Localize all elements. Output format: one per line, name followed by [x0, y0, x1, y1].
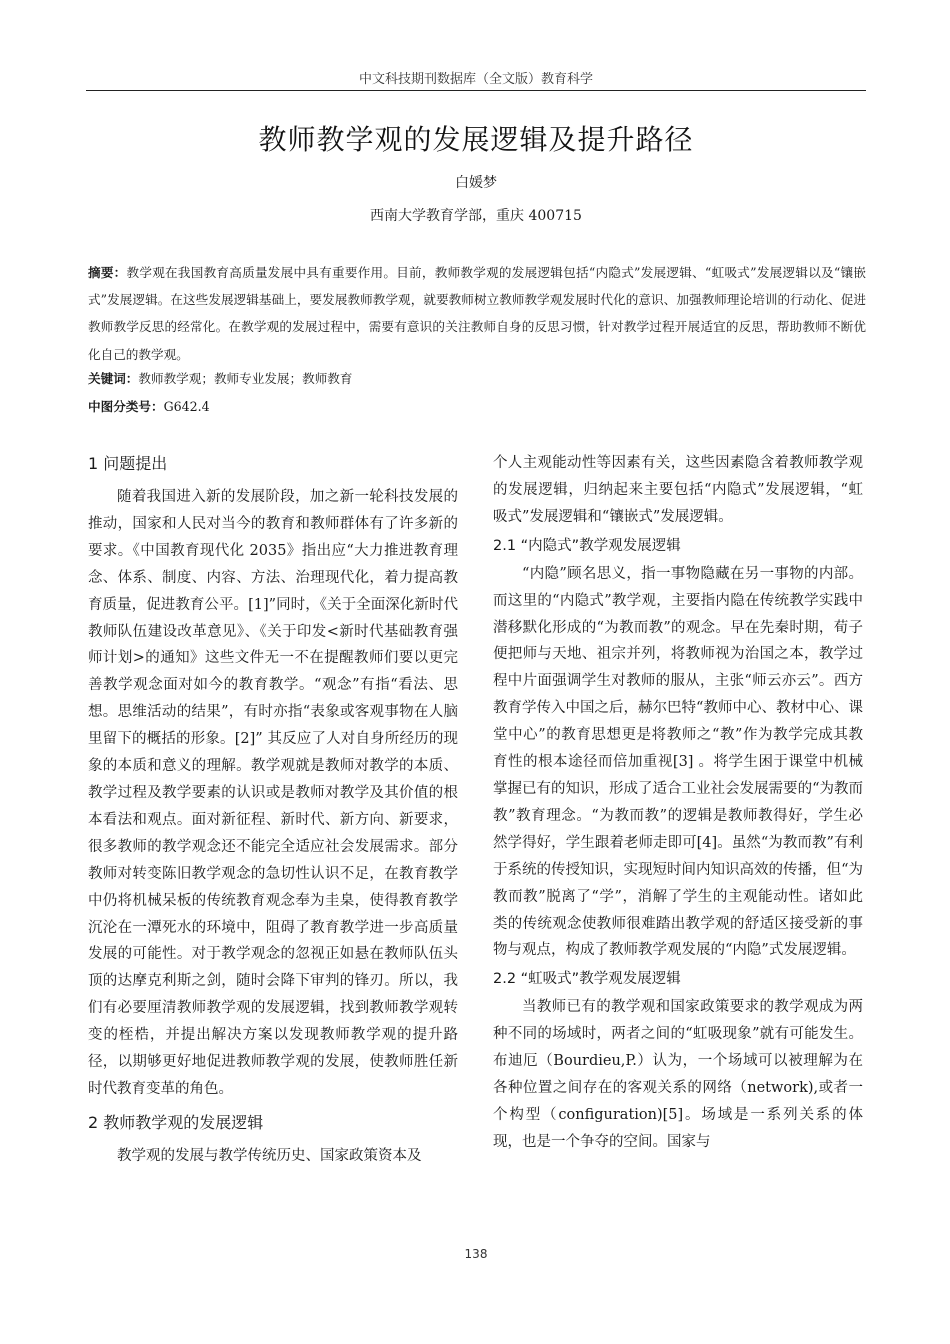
paragraph: 个人主观能动性等因素有关，这些因素隐含着教师教学观的发展逻辑，归纳起来主要包括“内隐式”发展逻辑，“虹吸式”发展逻辑和“镶嵌式”发展逻辑。 — [493, 455, 863, 525]
classification-label: 中图分类号： — [88, 399, 164, 414]
subsection-heading: 2.1 “内隐式”教学观发展逻辑 — [493, 537, 681, 554]
header-rule — [86, 90, 866, 91]
affiliation: 西南大学教育学部，重庆 400715 — [370, 208, 582, 224]
paragraph: “内隐”顾名思义，指一事物隐藏在另一事物的内部。而这里的“内隐式”教学观，主要指内隐在传统教学实践中潜移默化形成的“为教而教”的观念。早在先秦时期，荀子便把师与天地、祖宗并列，将教师视为治国之本，教学过程中片面强调学生对教师的服从，主张“师云亦云”。西方教育学传入中国之后，赫尔巴特“教师中心、教材中心、课堂中心”的教育思想更是将教师之“教”作为教学完成其教育性的根本途径而倍加重视[3] 。将学生困于课堂中机械掌握已有的知识，形成了适合工业社会发展需要的“为教而教”教育理念。“为教而教”的逻辑是教师教得好，学生必然学得好，学生跟着老师走即可[4]。虽然“为教而教”有利于系统的传授知识，实现短时间内知识高效的传播，但“为教而教”脱离了“学”，消解了学生的主观能动性。诸如此类的传统观念使教师很难踏出教学观的舒适区接受新的事物与观点，构成了教师教学观发展的“内隐”式发展逻辑。 — [493, 565, 863, 959]
keywords-text: 教师教学观；教师专业发展；教师教育 — [138, 371, 353, 386]
keywords-label: 关键词： — [88, 371, 139, 386]
subsection-heading: 2.2 “虹吸式”教学观发展逻辑 — [493, 971, 681, 988]
author: 白媛梦 — [455, 175, 497, 191]
section-heading: 1 问题提出 — [88, 454, 168, 473]
abstract-label: 摘要： — [88, 265, 127, 280]
article-title: 教师教学观的发展逻辑及提升路径 — [258, 123, 694, 156]
classification — [88, 396, 866, 418]
page-number: 138 — [464, 1247, 488, 1261]
paragraph: 当教师已有的教学观和国家政策要求的教学观成为两种不同的场域时，两者之间的“虹吸现象”就有可能发生。布迪厄（Bourdieu,P.）认为，一个场域可以被理解为在各种位置之间存在的客观关系的网络（network),或者一个构型（configuration)[5]。场域是一系列关系的体现，也是一个争夺的空间。国家与 — [493, 999, 863, 1150]
journal-header: 中文科技期刊数据库（全文版）教育科学 — [358, 72, 593, 87]
keywords — [88, 368, 866, 390]
section-heading: 2 教师教学观的发展逻辑 — [88, 1112, 264, 1132]
paragraph: 随着我国进入新的发展阶段，加之新一轮科技发展的推动，国家和人民对当今的教育和教师群体有了许多新的要求。《中国教育现代化 2035》指出应“大力推进教育理念、体系、制度、内容、方法、治理现代化，着力提高教育质量，促进教育公平。[1]”同时，《关于全面深化新时代教师队伍建设改革意见》、《关于印发<新时代基础教育强师计划>的通知》这些文件无一不在提醒教师们要以更完善教学观念面对如今的教育教学。“观念”有指“看法、思想。思维活动的结果”，有时亦指“表象或客观事物在人脑里留下的概括的形象。[2]” 其反应了人对自身所经历的现象的本质和意义的理解。教学观就是教师对教学的本质、教学过程及教学要素的认识或是教师对教学及其价值的根本看法和观点。面对新征程、新时代、新方向、新要求，很多教师的教学观念还不能完全适应社会发展需求。部分教师对转变陈旧教学观念的急切性认识不足，在教育教学中仍将机械呆板的传统教育观念奉为圭臬，使得教育教学沉沦在一潭死水的环境中，阻碍了教育教学进一步高质量发展的可能性。对于教学观念的忽视正如悬在教师队伍头顶的达摩克利斯之剑，随时会降下审判的锋刃。所以，我们有必要厘清教师教学观的发展逻辑，找到教师教学观转变的桎梏，并提出解决方案以发现教师教学观的提升路径，以期够更好地促进教师教学观的发展，使教师胜任新时代教育变革的角色。 — [88, 489, 458, 1097]
right-column — [493, 450, 863, 1156]
classification-text: G642.4 — [163, 399, 210, 414]
abstract — [88, 259, 866, 368]
abstract-text: 教学观在我国教育高质量发展中具有重要作用。目前，教师教学观的发展逻辑包括“内隐式”发展逻辑、“虹吸式”发展逻辑以及“镶嵌式”发展逻辑。在这些发展逻辑基础上，要发展教师教学观，就要教师树立教师教学观发展时代化的意识、加强教师理论培训的行动化、促进教师教学反思的经常化。在教学观的发展过程中，需要有意识的关注教师自身的反思习惯，针对教学过程开展适宜的反思，帮助教师不断优化自己的教学观。 — [88, 265, 866, 362]
paragraph: 教学观的发展与教学传统历史、国家政策资本及 — [117, 1147, 422, 1164]
left-column — [88, 450, 458, 1170]
